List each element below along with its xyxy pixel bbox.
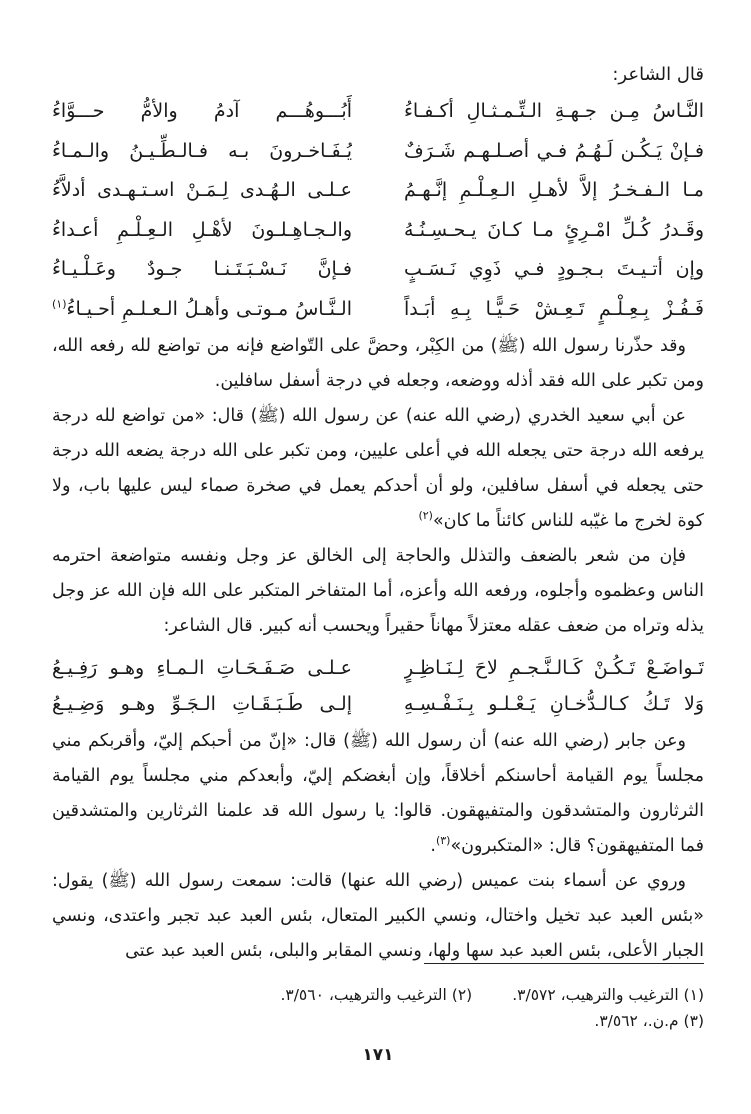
verse-first-half: مـا الـفـخـرُ إلاَّ لأهـلِ الـعِـلْـمِ إنَّـهـمُ	[404, 179, 704, 201]
verse-first-half: وإن أتـيـتَ بـجـودٍ فـي ذَوِي نَـسَـبٍ	[404, 258, 704, 280]
verse-second-half: أَبُـــوهُـــم آدمُ والأمُّ حـــوَّاءُ	[52, 100, 352, 122]
footnotes	[144, 982, 704, 1034]
book-page	[52, 58, 704, 1088]
footnote: (١) الترغيب والترهيب، ٣/٥٧٢.	[512, 986, 704, 1004]
verse-first-half: فَـفُـزْ بِـعِـلْـمٍ تَـعِـشْ حَـيًّـا بِـهِ أبَـداً	[404, 297, 704, 320]
footnote-ref: (١)	[52, 297, 67, 311]
verse	[52, 290, 704, 330]
verse	[52, 171, 704, 211]
footnote-ref: (٣)	[435, 834, 451, 848]
paragraph-text: وعن جابر (رضي الله عنه) أن رسول الله (ﷺ) قال: «إنّ من أحبكم إليّ، وأقربكم مني مجلساً يوم القيامة أحاسنكم أخلاقاً، وإن أبغضكم إليّ، وأبعدكم مني مجلساً يوم القيامة الثرثارون والمتشدقون والمتفيهقون. قالوا: يا رسول الله قد علمنا الثرثارين والمتشدقين فما المتفيهقون؟ قال: «المتكبرون»	[52, 731, 704, 856]
paragraph-text: عن أبي سعيد الخدري (رضي الله عنه) عن رسول الله (ﷺ) قال: «من تواضع لله درجة يرفعه الله درجة حتى يجعله الله في أعلى عليين، ومن تكبر على الله درجة يضعه الله درجة حتى يجعله في أسفل سافلين، ولو أن أحدكم يعمل في صخرة صماء ليس عليها باب، ولا كوة لخرج ما غيّبه للناس كائناً ما كان»	[52, 406, 704, 531]
verse-second-half: يُـفَـاخـرونَ بـه فـالـطِّـيـنُ والـمـاءُ	[52, 139, 352, 162]
verse-second-half: عـلـى صَـفَـحَـاتِ الـمـاءِ وهـو رَفِـيـعُ	[52, 657, 352, 679]
verse	[52, 211, 704, 251]
verse	[52, 250, 704, 290]
paragraph: فإن من شعر بالضعف والتذلل والحاجة إلى الخالق عز وجل ونفسه متواضعة احترمه الناس وعظموه وأجلوه، ورفعه الله وأعزه، أما المتفاخر المتكبر على الله فإن الله عز وجل يذله وتراه من ضعف عقله معتزلاً مهاناً حقيراً ويحسب أنه كبير. قال الشاعر:	[52, 546, 704, 636]
verse-second-half: فـإنَّ نَـسْـبَـتَـنـا جـودٌ وعَـلْـيـاءُ	[52, 258, 352, 280]
verse-text: الـنَّـاسُ مـوتـى وأهـلُ الـعـلـمِ أحـيـاءُ	[66, 297, 352, 320]
footnote-ref: (٢)	[418, 509, 433, 523]
paragraph: وعن جابر (رضي الله عنه) أن رسول الله (ﷺ) قال: «إنّ من أحبكم إليّ، وأقربكم مني مجلساً يوم القيامة أحاسنكم أخلاقاً، وإن أبغضكم إليّ، وأبعدكم مني مجلساً يوم القيامة الثرثارون والمتشدقون والمتفيهقون. قالوا: يا رسول الله قد علمنا الثرثارين والمتشدقين فما المتفيهقون؟ قال: «المتكبرون»$^{(٣)}$.	[52, 731, 704, 856]
page-number: ١٧١	[362, 1045, 394, 1065]
footnote-separator	[424, 963, 704, 964]
paragraph: وروي عن أسماء بنت عميس (رضي الله عنها) قالت: سمعت رسول الله (ﷺ) يقول: «بئس العبد عبد تخيل واختال، ونسي الكبير المتعال، بئس العبد عبد تجبر واعتدى، ونسي الجبار الأعلى، بئس العبد عبد سها ولها، ونسي المقابر والبلى، بئس العبد عبد عتى	[52, 871, 704, 961]
poem-first	[52, 92, 704, 329]
poem-intro: قال الشاعر:	[612, 64, 704, 85]
verse-first-half: وَلا تَـكُ كـالـدُّخـانِ يَـعْـلـو بِـنَـفْـسِـهِ	[404, 693, 704, 715]
verse	[52, 132, 704, 172]
verse-second-half: عـلـى الـهُـدى لِـمَـنْ اسـتـهـدى أدلاَّءُ	[52, 179, 352, 201]
footnote: (٣) م.ن.، ٣/٥٦٢.	[594, 1012, 704, 1030]
verse-first-half: فـإنْ يَـكُـن لَـهُـمُ فـي أصـلـهـم شَـرَفٌ	[404, 139, 704, 162]
paragraph: وقد حذّرنا رسول الله (ﷺ) من الكِبْر، وحضَّ على التّواضع فإنه من تواضع لله رفعه الله، ومن تكبر على الله فقد أذله ووضعه، وجعله في درجة أسفل سافلين.	[52, 336, 704, 391]
verse-second-half: إلـى طَـبَـقَـاتِ الـجَـوِّ وهـو وَضِـيـعُ	[52, 693, 352, 715]
poem-second	[52, 650, 704, 722]
verse-first-half: وقَـدرُ كُـلِّ امْـرِئٍ مـا كـانَ يـحـسِـنُـهُ	[404, 218, 704, 241]
footnote: (٢) الترغيب والترهيب، ٣/٥٦٠.	[280, 986, 473, 1004]
verse-first-half: تَـواضَـعْ تَـكُـنْ كَـالـنَّـجـمِ لاحَ لِـنَـاظِـرٍ	[404, 657, 704, 679]
verse	[52, 92, 704, 132]
verse-second-half: والـجـاهِـلـونَ لأهْـلِ الـعِـلْـمِ أعـداءُ	[52, 218, 352, 241]
verse-first-half: النَّـاسُ مِـن جـهـةِ الـتِّـمـثـالِ أكـفـاءُ	[404, 100, 704, 122]
verse	[52, 650, 704, 686]
verse	[52, 686, 704, 722]
verse-second-half	[52, 290, 352, 330]
paragraph	[52, 399, 704, 539]
